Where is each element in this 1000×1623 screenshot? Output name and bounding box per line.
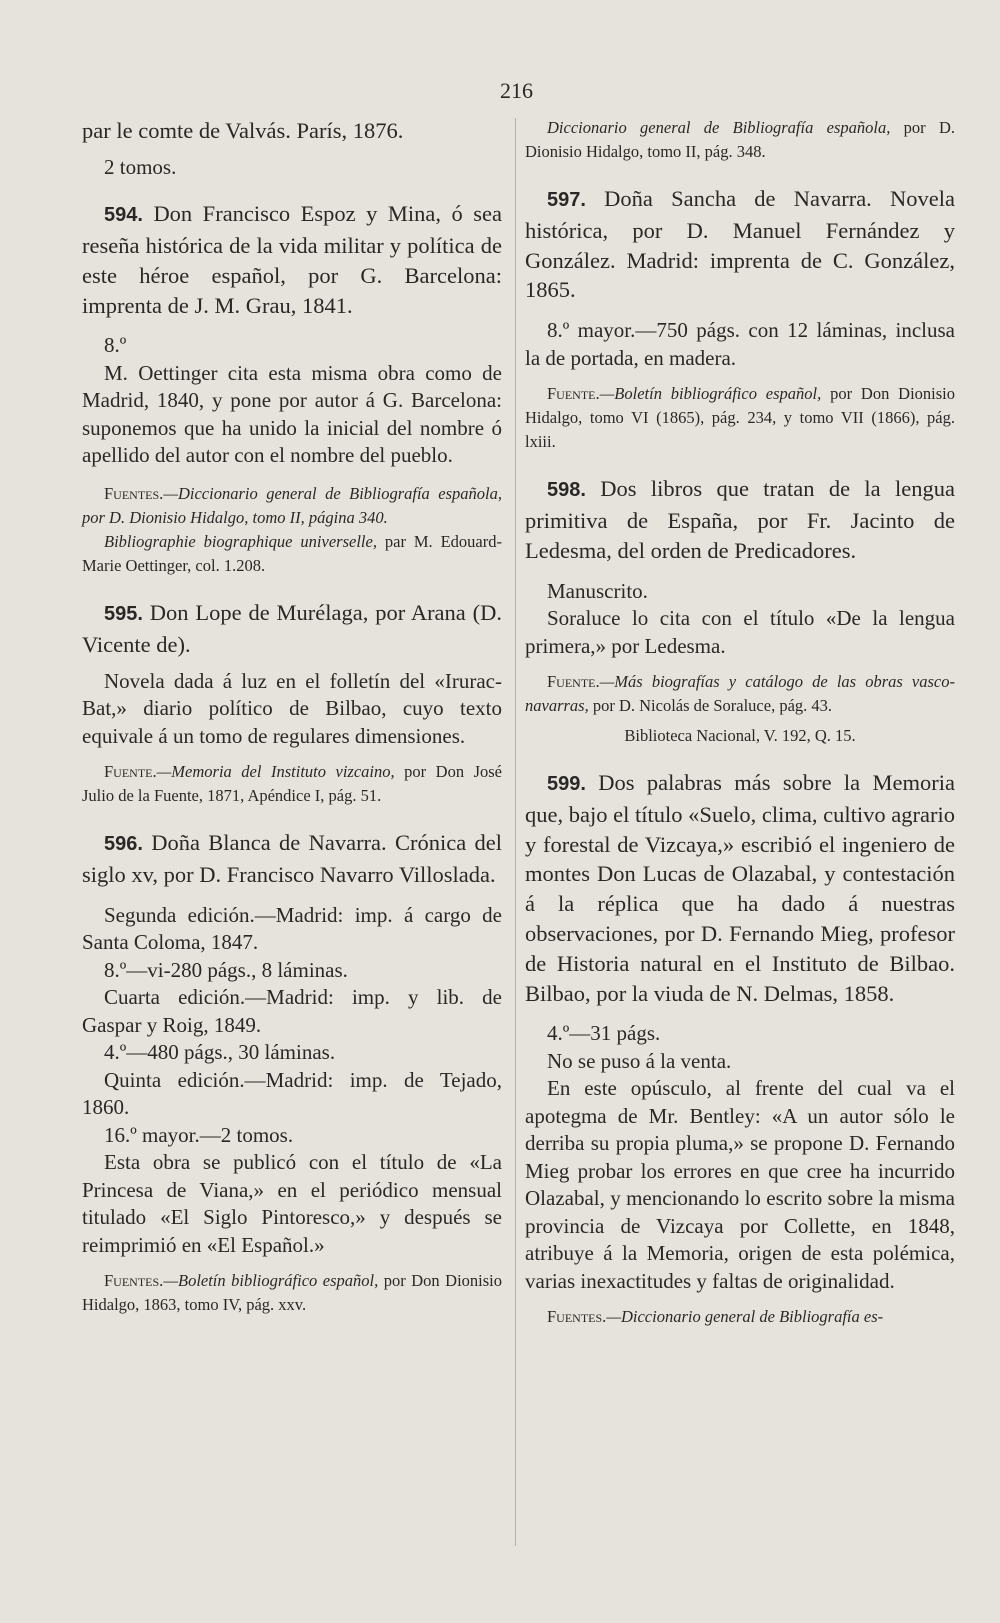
edition-line: Cuarta edición.—Madrid: imp. y lib. de Gaspar y Roig, 1849.: [82, 985, 502, 1037]
format-line: 4.º—31 págs.: [547, 1021, 661, 1046]
sources: [82, 1269, 502, 1317]
entry-number: 595.: [104, 602, 143, 625]
entry-title: Dos palabras más sobre la Memoria que, bajo el título «Suelo, clima, cultivo agrario y forestal de Vizcaya,» escribió el ingeniero de montes Don Lucas de Olazabal, y contestación á la réplica que ha dado á nuestras observaciones, por D. Fernando Mieg, profesor de Historia natural en el Instituto de Bilbao. Bilbao, por la viuda de N. Delmas, 1858.: [525, 770, 955, 1006]
format-line: 2 tomos.: [104, 154, 177, 179]
source-text: por D. Dionisio Hidalgo, tomo II, pág. 348.: [525, 118, 955, 161]
format-line: 4.º—480 págs., 30 láminas.: [104, 1040, 336, 1065]
column-divider: [515, 118, 516, 1546]
entry-title: Don Francisco Espoz y Mina, ó sea reseña histórica de la vida militar y política de este héroe español, por G. Barcelona: imprenta de J. M. Grau, 1841.: [82, 201, 502, 318]
edition-line: Segunda edición.—Madrid: imp. á cargo de Santa Coloma, 1847.: [82, 902, 502, 955]
sources-label: Fuente.: [547, 384, 600, 404]
format-line: Manuscrito.: [547, 578, 648, 603]
entry-note: M. Oettinger cita esta misma obra como de Madrid, 1840, y pone por autor á G. Barcelona: suponemos que ha unido la inicial del nombre ó apellido del autor con el nombre del pueblo.: [82, 360, 502, 468]
entry-title: Doña Sancha de Navarra. Novela histórica, por D. Manuel Fernández y González. Madrid: imprenta de C. González, 1865.: [525, 186, 955, 303]
page-number: 216: [500, 78, 533, 103]
entry-note: En este opúsculo, al frente del cual va el apotegma de Mr. Bentley: «A un autor sólo le derriba su propia pluma,» se propone D. Fernando Mieg probar los errores en que cree ha incurrido Olazabal, y mencionando lo escrito sobre la misma provincia de Vizcaya por Collette, en 1848, atribuye á la Memoria, origen de esta polémica, varias inexactitudes y faltas de originalidad.: [525, 1076, 955, 1293]
source-text: por Don Dionisio Hidalgo, 1863, tomo IV, pág. xxv.: [82, 1271, 503, 1315]
sources-label: Fuentes.: [104, 1271, 164, 1291]
source-continuation: [525, 116, 955, 164]
sources: [525, 382, 955, 454]
source-title: Diccionario general de Bibliografía española,: [547, 118, 891, 137]
sources-label: Fuente.: [104, 762, 157, 782]
sources-label: Fuente.: [547, 672, 600, 692]
sources: [525, 1305, 955, 1329]
entry-title: Dos libros que tratan de la lengua primitiva de España, por Fr. Jacinto de Ledesma, del orden de Predicadores.: [525, 476, 955, 563]
sources: [82, 760, 502, 808]
sources-label: Fuentes.: [104, 483, 164, 503]
sources: [525, 670, 955, 718]
library-location: Biblioteca Nacional, V. 192, Q. 15.: [624, 726, 856, 746]
source-title: —Más biografías y catálogo de las obras vasco-navarras,: [525, 672, 955, 716]
edition-line: Quinta edición.—Madrid: imp. de Tejado, 1860.: [82, 1067, 502, 1120]
left-column: [82, 116, 502, 1317]
sources-label: Fuentes.: [547, 1307, 607, 1327]
entry-number: 599.: [547, 773, 586, 796]
entry-note: Soraluce lo cita con el título «De la lengua primera,» por Ledesma.: [525, 606, 955, 658]
entry-number: 596.: [104, 833, 143, 856]
source-text: por Don Dionisio Hidalgo, tomo VI (1865), pág. 234, y tomo VII (1866), pág. lxiii.: [525, 384, 956, 452]
format-line: 16.º mayor.—2 tomos.: [104, 1122, 294, 1147]
format-line: 8.º—vi-280 págs., 8 láminas.: [104, 957, 348, 982]
entry-number: 594.: [104, 204, 143, 227]
availability-line: No se puso á la venta.: [547, 1048, 732, 1073]
entry-598: [525, 474, 955, 565]
right-column: [525, 116, 955, 1329]
entry-595: [82, 598, 502, 660]
entry-597: [525, 184, 955, 305]
source-text: par M. Edouard-Marie Oettinger, col. 1.208.: [82, 531, 502, 575]
source-text: por D. Nicolás de Soraluce, pág. 43.: [588, 696, 833, 716]
source-text: —Diccionario general de Bibliografía española, por D. Dionisio Hidalgo, tomo II, página 340.: [82, 483, 502, 527]
source-title: —Boletín bibliográfico español,: [163, 1271, 379, 1291]
entry-599: [525, 768, 955, 1008]
source-line: [82, 530, 502, 578]
entry-596: [82, 828, 502, 890]
entry-title: Don Lope de Murélaga, por Arana (D. Vicente de).: [82, 599, 502, 657]
source-title: —Diccionario general de Bibliografía es-: [606, 1307, 884, 1327]
source-title: —Memoria del Instituto vizcaino,: [156, 762, 395, 782]
source-text: por Don José Julio de la Fuente, 1871, Apéndice I, pág. 51.: [82, 762, 503, 806]
entry-note: Esta obra se publicó con el título de «La Princesa de Viana,» en el periódico mensual titulado «El Siglo Pintoresco,» y después se reimprimió en «El Español.»: [82, 1150, 502, 1257]
sources: [82, 482, 502, 530]
entry-number: 597.: [547, 189, 586, 211]
format-line: 8.º: [104, 333, 127, 358]
entry-number: 598.: [547, 479, 586, 502]
format-line: 8.º mayor.—750 págs. con 12 láminas, inclusa la de portada, en madera.: [525, 318, 955, 370]
source-title: Bibliographie biographique universelle,: [104, 531, 377, 551]
continuation-text: par le comte de Valvás. París, 1876.: [82, 118, 404, 143]
source-title: —Boletín bibliográfico español,: [599, 384, 822, 404]
entry-title: Doña Blanca de Navarra. Crónica del siglo xv, por D. Francisco Navarro Villoslada.: [82, 830, 502, 887]
entry-note: Novela dada á luz en el folletín del «Irurac-Bat,» diario político de Bilbao, cuyo texto equivale á un tomo de regulares dimensiones.: [82, 668, 502, 748]
entry-594: [82, 199, 502, 320]
